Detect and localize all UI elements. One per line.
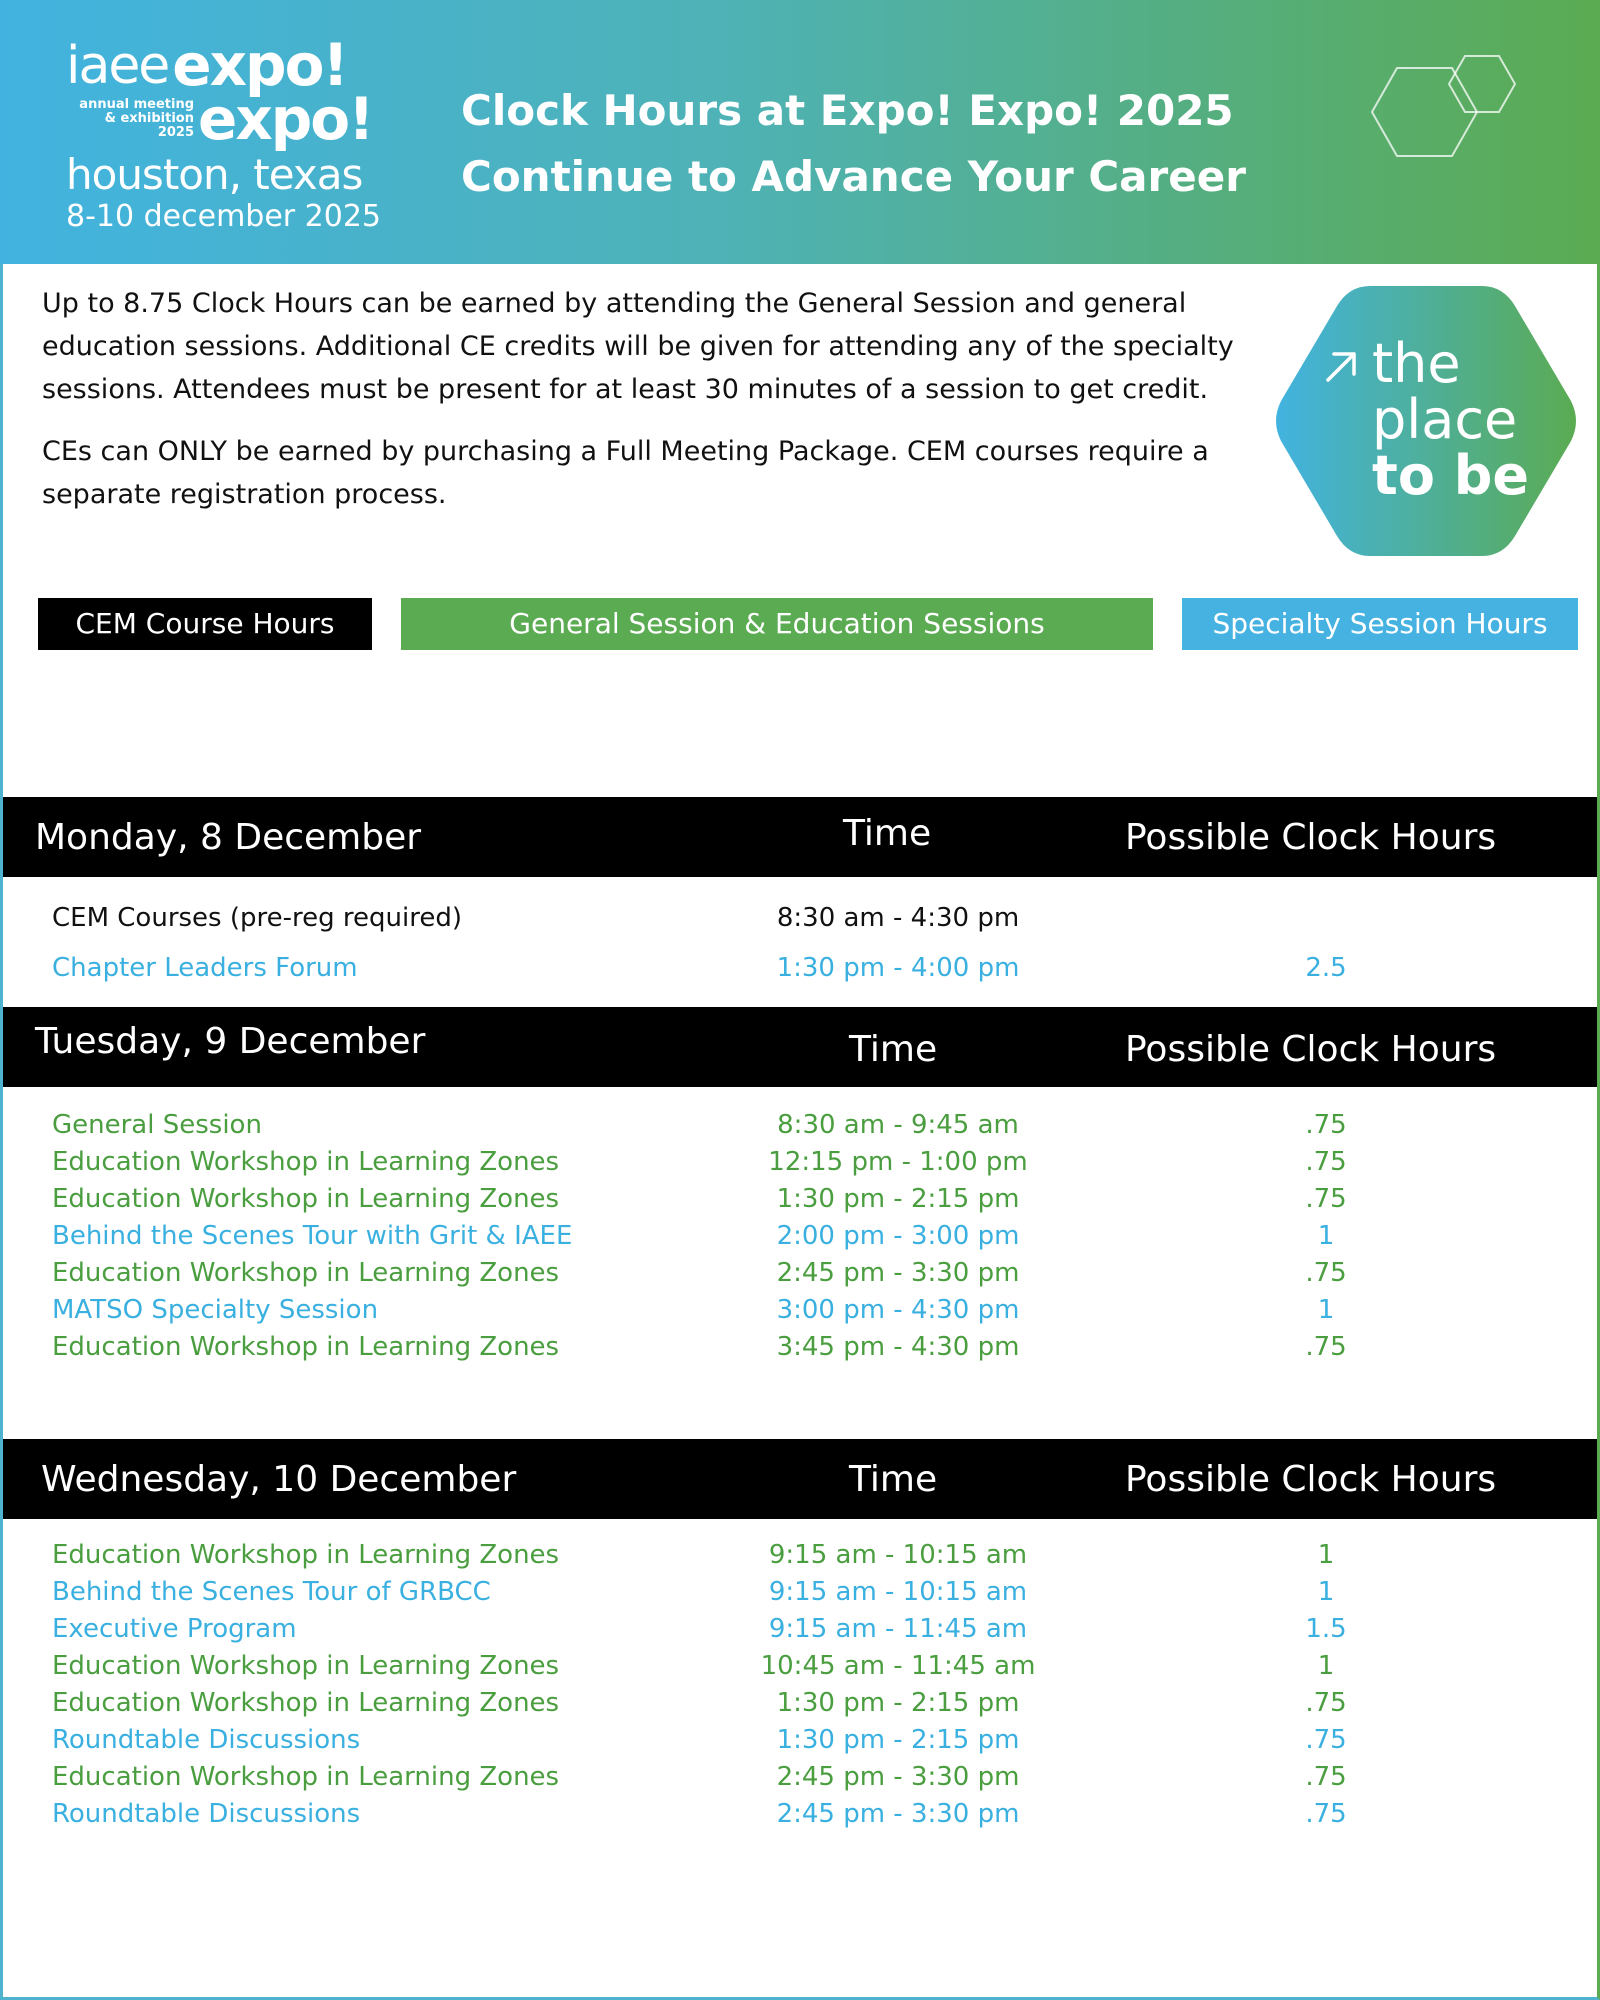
session-time: 9:15 am - 10:15 am [768, 1577, 1028, 1607]
schedule-row [0, 1144, 1600, 1181]
schedule-row [0, 1796, 1600, 1833]
schedule-row [0, 1611, 1600, 1648]
clock-hours: .75 [1305, 1332, 1347, 1362]
schedule-monday [0, 900, 1600, 1000]
schedule-row [0, 1685, 1600, 1722]
logo-tagline-line: 2025 [157, 125, 194, 140]
schedule-row [0, 1722, 1600, 1759]
day-title: Wednesday, 10 December [41, 1459, 517, 1500]
hours-column-header: Possible Clock Hours [1125, 817, 1497, 858]
badge-line-1: the [1372, 332, 1461, 395]
session-time: 2:45 pm - 3:30 pm [776, 1799, 1020, 1829]
schedule-wednesday [0, 1537, 1600, 1833]
schedule-row [0, 1181, 1600, 1218]
time-column-header: Time [849, 1029, 938, 1070]
day-header-wednesday [3, 1439, 1597, 1519]
clock-hours: 1 [1317, 1221, 1335, 1251]
schedule-row [0, 1329, 1600, 1366]
session-name: Education Workshop in Learning Zones [52, 1184, 560, 1214]
schedule-row [0, 1107, 1600, 1144]
session-name: Education Workshop in Learning Zones [52, 1762, 560, 1792]
session-name: Executive Program [52, 1614, 297, 1644]
schedule-row [0, 1648, 1600, 1685]
clock-hours: 1 [1317, 1295, 1335, 1325]
title-line-2: Continue to Advance Your Career [461, 152, 1246, 201]
badge-line-3: to be [1372, 444, 1529, 507]
session-name: Education Workshop in Learning Zones [52, 1147, 560, 1177]
arrow-up-right-icon [1322, 346, 1362, 386]
day-title: Monday, 8 December [35, 817, 422, 858]
session-time: 1:30 pm - 4:00 pm [776, 953, 1020, 983]
page-title [461, 78, 1246, 210]
day-header-tuesday [3, 1007, 1597, 1087]
session-name: Roundtable Discussions [52, 1725, 361, 1755]
logo-city: houston, texas [66, 150, 363, 199]
badge-line-2: place [1372, 388, 1518, 451]
intro-paragraph-2: CEs can ONLY be earned by purchasing a Full Meeting Package. CEM courses require a separate registration process. [42, 436, 1209, 510]
clock-hours: .75 [1305, 1688, 1347, 1718]
logo-expo-1: expo! [172, 31, 347, 99]
clock-hours: .75 [1305, 1147, 1347, 1177]
session-time: 1:30 pm - 2:15 pm [776, 1725, 1020, 1755]
hexagon-decoration-icon [1352, 40, 1532, 180]
hours-column-header: Possible Clock Hours [1125, 1029, 1497, 1070]
session-name: Education Workshop in Learning Zones [52, 1258, 560, 1288]
logo-dates: 8-10 december 2025 [66, 199, 382, 234]
session-time: 2:45 pm - 3:30 pm [776, 1258, 1020, 1288]
logo-tagline [66, 92, 194, 140]
session-name: Education Workshop in Learning Zones [52, 1651, 560, 1681]
time-column-header: Time [849, 1459, 938, 1500]
clock-hours: 1 [1317, 1540, 1335, 1570]
clock-hours: .75 [1305, 1762, 1347, 1792]
session-name: Education Workshop in Learning Zones [52, 1540, 560, 1570]
logo-expo-2: expo! [198, 85, 373, 153]
schedule-row [0, 1759, 1600, 1796]
legend-general-sessions: General Session & Education Sessions [401, 598, 1153, 650]
session-name: Education Workshop in Learning Zones [52, 1332, 560, 1362]
schedule-row [0, 900, 1600, 950]
clock-hours: 1 [1317, 1577, 1335, 1607]
event-logo [66, 31, 386, 234]
clock-hours: .75 [1305, 1799, 1347, 1829]
session-time: 12:15 pm - 1:00 pm [768, 1147, 1028, 1177]
time-column-header: Time [843, 813, 932, 854]
session-time: 8:30 am - 9:45 am [777, 1110, 1019, 1140]
session-time: 2:00 pm - 3:00 pm [776, 1221, 1020, 1251]
clock-hours: .75 [1305, 1258, 1347, 1288]
logo-iaee: iaee [66, 36, 169, 96]
session-name: General Session [52, 1110, 262, 1140]
badge-text [1372, 332, 1529, 507]
session-time: 3:45 pm - 4:30 pm [776, 1332, 1020, 1362]
session-name: Chapter Leaders Forum [52, 953, 358, 983]
schedule-row [0, 950, 1600, 1000]
session-time: 8:30 am - 4:30 pm [776, 903, 1020, 933]
schedule-row [0, 1218, 1600, 1255]
session-name: Behind the Scenes Tour with Grit & IAEE [52, 1221, 573, 1251]
session-time: 1:30 pm - 2:15 pm [776, 1184, 1020, 1214]
clock-hours: 2.5 [1305, 953, 1347, 983]
intro-text [42, 282, 1272, 535]
session-time: 9:15 am - 10:15 am [768, 1540, 1028, 1570]
session-time: 2:45 pm - 3:30 pm [776, 1762, 1020, 1792]
clock-hours: .75 [1305, 1110, 1347, 1140]
session-name: MATSO Specialty Session [52, 1295, 379, 1325]
session-name: CEM Courses (pre-reg required) [52, 903, 462, 933]
clock-hours: .75 [1305, 1725, 1347, 1755]
schedule-row [0, 1574, 1600, 1611]
session-name: Education Workshop in Learning Zones [52, 1688, 560, 1718]
logo-tagline-line: & exhibition [104, 111, 194, 126]
clock-hours: 1 [1317, 1651, 1335, 1681]
session-name: Roundtable Discussions [52, 1799, 361, 1829]
session-time: 1:30 pm - 2:15 pm [776, 1688, 1020, 1718]
title-line-1: Clock Hours at Expo! Expo! 2025 [461, 86, 1234, 135]
session-time: 3:00 pm - 4:30 pm [776, 1295, 1020, 1325]
legend-specialty-sessions: Specialty Session Hours [1182, 598, 1578, 650]
day-title: Tuesday, 9 December [35, 1021, 426, 1062]
schedule-row [0, 1292, 1600, 1329]
session-name: Behind the Scenes Tour of GRBCC [52, 1577, 491, 1607]
session-time: 9:15 am - 11:45 am [768, 1614, 1028, 1644]
session-time: 10:45 am - 11:45 am [760, 1651, 1036, 1681]
schedule-row [0, 1255, 1600, 1292]
header-banner [0, 0, 1600, 264]
intro-paragraph-1: Up to 8.75 Clock Hours can be earned by attending the General Session and general education sessions. Additional CE credits will be given for attending any of the specialty sessions. Attendees must be present for at least 30 minutes of a session to get credit. [42, 288, 1234, 405]
clock-hours: .75 [1305, 1184, 1347, 1214]
logo-tagline-line: annual meeting [79, 97, 194, 112]
hours-column-header: Possible Clock Hours [1125, 1459, 1497, 1500]
schedule-tuesday [0, 1107, 1600, 1366]
schedule-row [0, 1537, 1600, 1574]
legend-cem-course-hours: CEM Course Hours [38, 598, 372, 650]
day-header-monday [3, 797, 1597, 877]
clock-hours: 1.5 [1305, 1614, 1347, 1644]
